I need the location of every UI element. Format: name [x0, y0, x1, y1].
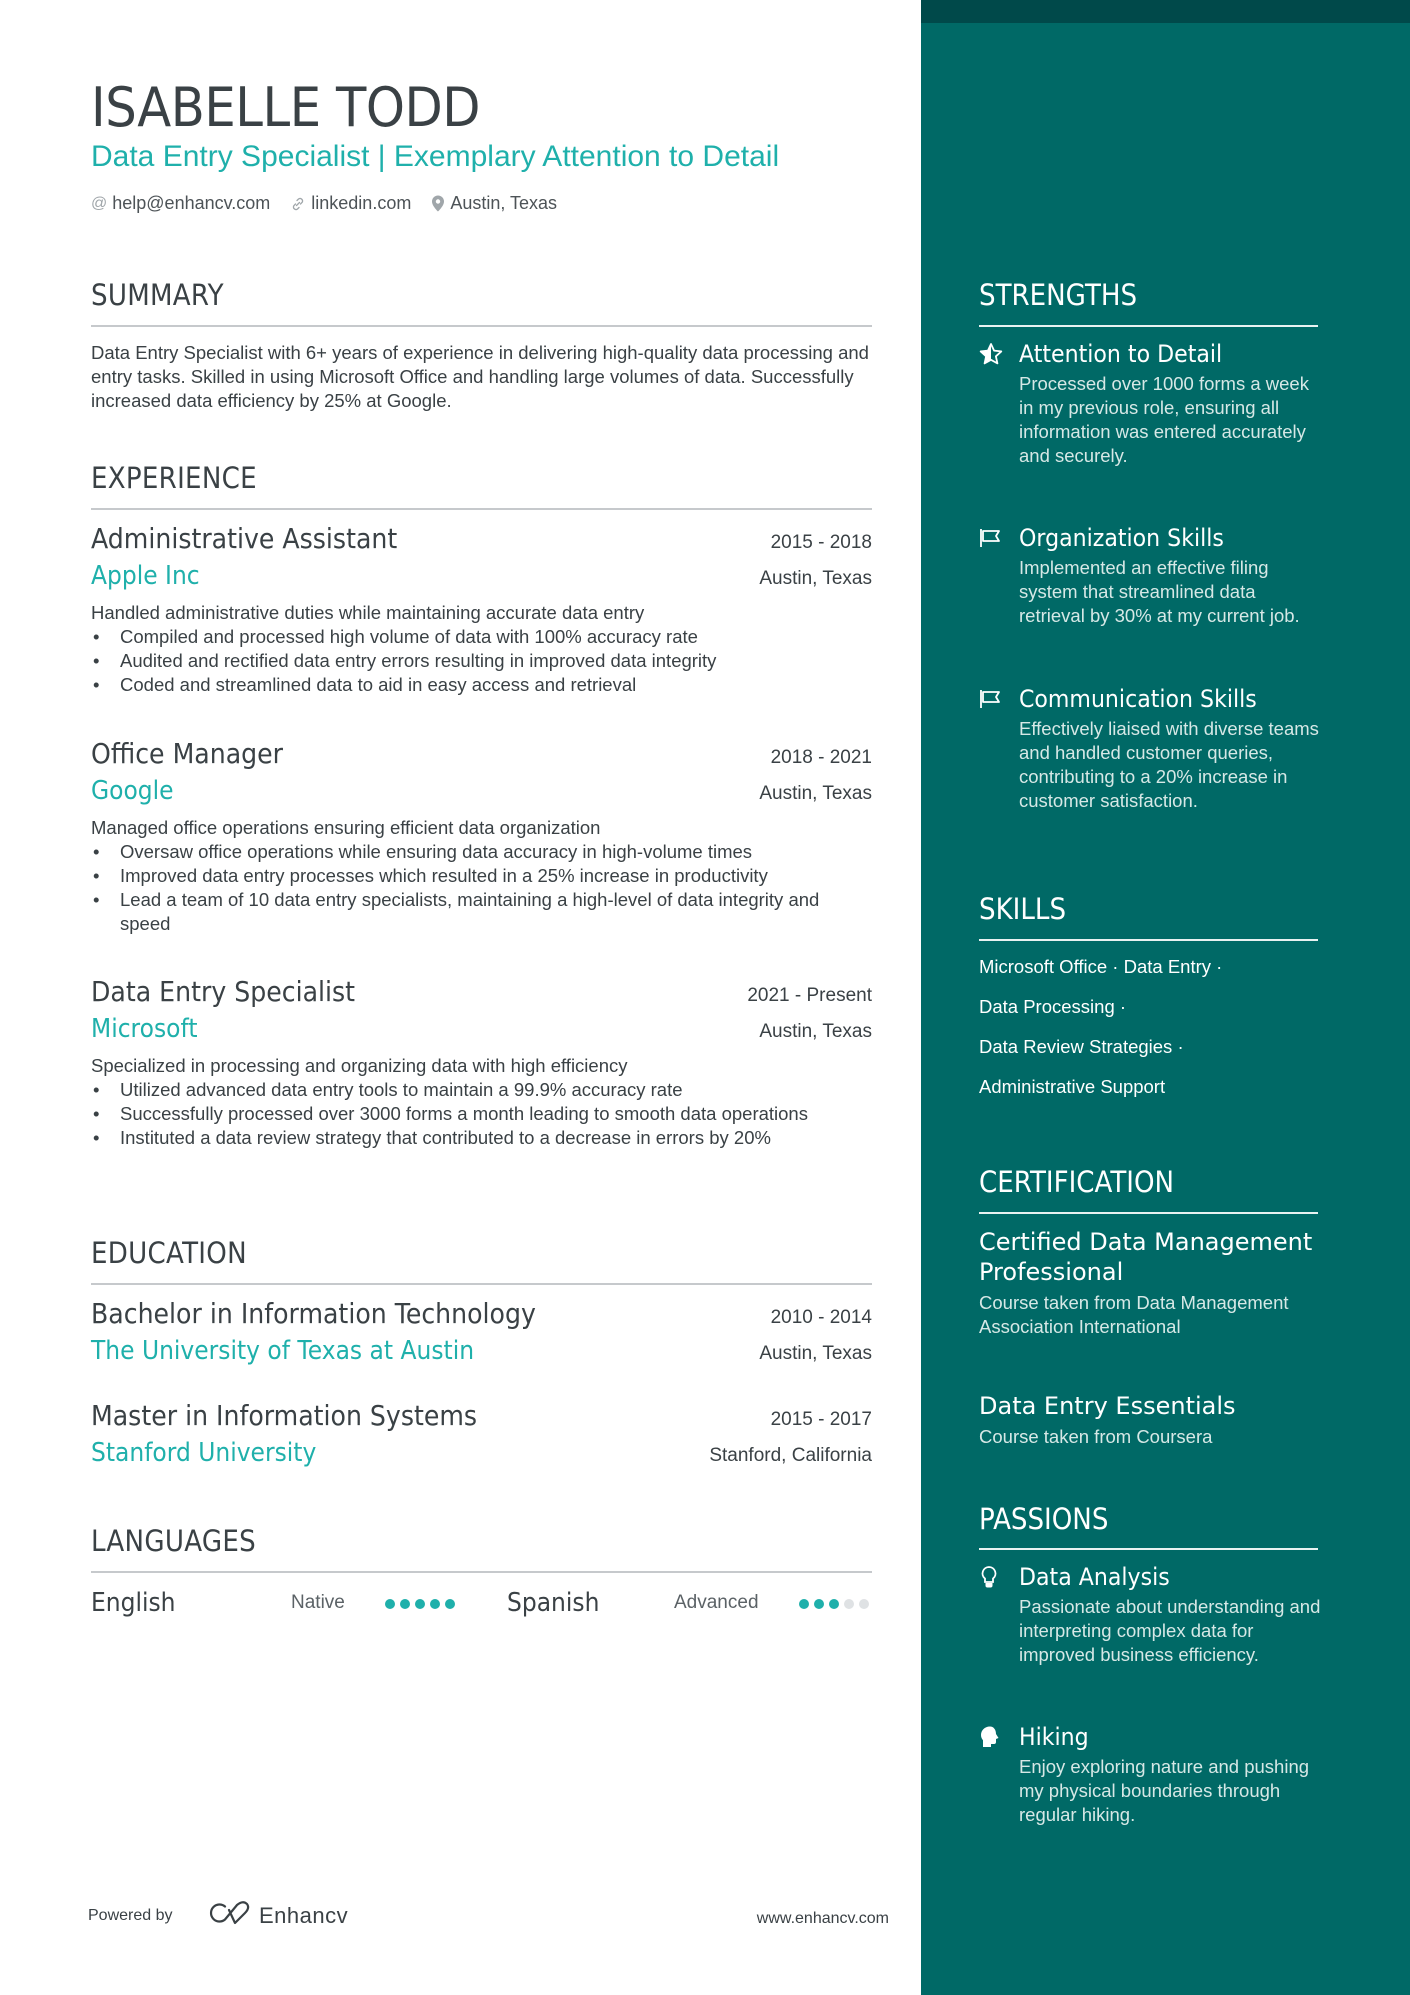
- contact-location-text: Austin, Texas: [450, 193, 558, 213]
- certification-divider: [979, 1212, 1318, 1214]
- at-icon: @: [91, 194, 108, 212]
- job-bullet: • Compiled and processed high volume of data with 100% accuracy rate: [91, 625, 872, 649]
- skills-heading: SKILLS: [979, 892, 1067, 926]
- job-title: Administrative Assistant: [91, 522, 398, 555]
- lightbulb-icon: [979, 1565, 1019, 1589]
- degree-title: Master in Information Systems: [91, 1399, 478, 1432]
- language-name: Spanish: [507, 1588, 600, 1618]
- strengths-heading: STRENGTHS: [979, 278, 1138, 312]
- contact-email-text: help@enhancv.com: [112, 193, 271, 213]
- job-bullet: • Coded and streamlined data to aid in easy access and retrieval: [91, 673, 872, 697]
- experience-heading: EXPERIENCE: [91, 461, 257, 495]
- passions-heading: PASSIONS: [979, 1502, 1109, 1536]
- certification-item: [979, 1227, 1319, 1339]
- job-description: Specialized in processing and organizing data with high efficiency: [91, 1055, 628, 1076]
- skills-divider: [979, 939, 1318, 941]
- skill-tags-line: Administrative Support: [979, 1076, 1166, 1097]
- footer-url[interactable]: www.enhancv.com: [756, 1910, 889, 1927]
- certification-heading: CERTIFICATION: [979, 1165, 1175, 1199]
- job-bullet: • Oversaw office operations while ensuring data accuracy in high-volume times: [91, 840, 872, 864]
- education-heading: EDUCATION: [91, 1236, 247, 1270]
- certification-title: Certified Data Management Professional: [979, 1228, 1313, 1286]
- languages-heading: LANGUAGES: [91, 1524, 256, 1558]
- candidate-headline: Data Entry Specialist | Exemplary Attention to Detail: [91, 140, 780, 173]
- contact-linkedin-text: linkedin.com: [311, 193, 412, 213]
- passion-description: Enjoy exploring nature and pushing my physical boundaries through regular hiking.: [1019, 1756, 1310, 1825]
- degree-title: Bachelor in Information Technology: [91, 1297, 536, 1330]
- passion-description: Passionate about understanding and interpreting complex data for improved business efficiency.: [1019, 1596, 1321, 1665]
- strength-item: [979, 685, 1324, 813]
- job-location: Austin, Texas: [759, 783, 872, 804]
- skill-tags-line: Microsoft Office · Data Entry ·: [979, 956, 1223, 977]
- language-name: English: [91, 1588, 176, 1618]
- skill-tags-line: Data Review Strategies ·: [979, 1036, 1184, 1057]
- skill-tags-line: Data Processing ·: [979, 996, 1127, 1017]
- flag-icon: [979, 527, 1019, 549]
- enhancv-logo-icon: [207, 1900, 253, 1931]
- strengths-divider: [979, 325, 1318, 327]
- strength-item: [979, 524, 1324, 628]
- job-dates: 2018 - 2021: [770, 747, 872, 768]
- certification-description: Course taken from Data Management Association International: [979, 1292, 1289, 1337]
- job-bullet: • Lead a team of 10 data entry specialists, maintaining a high-level of data integrity and speed: [91, 888, 872, 936]
- job-title: Data Entry Specialist: [91, 975, 356, 1008]
- job-description: Handled administrative duties while maintaining accurate data entry: [91, 602, 645, 623]
- strength-title: Organization Skills: [1019, 524, 1224, 552]
- candidate-name: ISABELLE TODD: [91, 76, 481, 139]
- school-location: Stanford, California: [709, 1445, 872, 1466]
- education-dates: 2010 - 2014: [770, 1307, 872, 1328]
- job-location: Austin, Texas: [759, 1021, 872, 1042]
- enhancv-logo[interactable]: [207, 1900, 348, 1931]
- language-level: Native: [291, 1592, 345, 1613]
- strength-item: [979, 340, 1324, 468]
- sidebar-top-band: [921, 0, 1410, 23]
- job-company: Google: [91, 776, 174, 806]
- job-company: Microsoft: [91, 1014, 198, 1044]
- certification-description: Course taken from Coursera: [979, 1426, 1213, 1447]
- passion-title: Data Analysis: [1019, 1563, 1170, 1591]
- star-icon: [979, 343, 1019, 365]
- passion-item: [979, 1563, 1324, 1667]
- job-bullet: • Audited and rectified data entry errors resulting in improved data integrity: [91, 649, 872, 673]
- flag-icon: [979, 688, 1019, 710]
- job-title: Office Manager: [91, 737, 284, 770]
- job-bullet: • Instituted a data review strategy that contributed to a decrease in errors by 20%: [91, 1126, 872, 1150]
- job-company: Apple Inc: [91, 561, 200, 591]
- strength-description: Effectively liaised with diverse teams and handled customer queries, contributing to a 20% increase in customer satisfaction.: [1019, 718, 1319, 811]
- job-location: Austin, Texas: [759, 568, 872, 589]
- certification-item: [979, 1391, 1319, 1449]
- job-bullet: • Improved data entry processes which resulted in a 25% increase in productivity: [91, 864, 872, 888]
- school-name: The University of Texas at Austin: [91, 1336, 475, 1366]
- language-level: Advanced: [674, 1592, 759, 1613]
- summary-text: Data Entry Specialist with 6+ years of experience in delivering high-quality data processing and entry tasks. Skilled in using Microsoft Office and handling large volumes of data. Successfully increased data efficiency by 25% at Google.: [91, 342, 869, 411]
- certification-title: Data Entry Essentials: [979, 1392, 1236, 1420]
- strength-title: Communication Skills: [1019, 685, 1257, 713]
- job-dates: 2021 - Present: [747, 985, 872, 1006]
- strength-description: Processed over 1000 forms a week in my previous role, ensuring all information was entered accurately and securely.: [1019, 373, 1309, 466]
- job-dates: 2015 - 2018: [770, 532, 872, 553]
- head-icon: [979, 1725, 1019, 1749]
- summary-heading: SUMMARY: [91, 278, 224, 312]
- job-bullet: • Utilized advanced data entry tools to maintain a 99.9% accuracy rate: [91, 1078, 872, 1102]
- strength-title: Attention to Detail: [1019, 340, 1223, 368]
- passions-divider: [979, 1548, 1318, 1550]
- school-name: Stanford University: [91, 1438, 317, 1468]
- job-description: Managed office operations ensuring efficient data organization: [91, 817, 601, 838]
- passion-title: Hiking: [1019, 1723, 1089, 1751]
- passion-item: [979, 1723, 1324, 1827]
- job-bullet: • Successfully processed over 3000 forms a month leading to smooth data operations: [91, 1102, 872, 1126]
- enhancv-brand-text: Enhancv: [259, 1902, 349, 1928]
- education-dates: 2015 - 2017: [770, 1409, 872, 1430]
- skills-list: [979, 953, 1319, 1113]
- school-location: Austin, Texas: [759, 1343, 872, 1364]
- powered-by-label: Powered by: [88, 1907, 173, 1924]
- strength-description: Implemented an effective filing system that streamlined data retrieval by 30% at my current job.: [1019, 557, 1300, 626]
